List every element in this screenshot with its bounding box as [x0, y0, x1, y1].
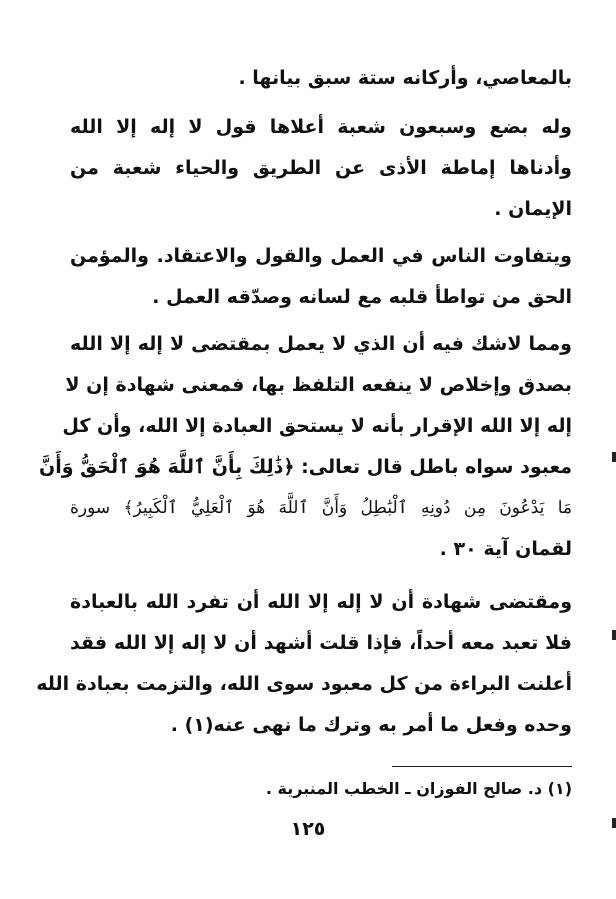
text-line: بصدق وإخلاص لا ينفعه التلفظ بها، فمعنى شهادة إن لا — [65, 374, 572, 396]
footnote: (١) د. صالح الفوزان ـ الخطب المنبرية . — [265, 779, 572, 798]
footnote-divider — [392, 766, 572, 767]
text-line: وأدناها إماطة الأذى عن الطريق والحياء شعبة من — [70, 157, 572, 179]
paragraph-4 — [39, 324, 572, 570]
text-line: الحق من تواطأ قلبه مع لسانه وصدّقه العمل . — [152, 286, 572, 308]
text-line: بالمعاصي، وأركانه ستة سبق بيانها . — [238, 67, 572, 89]
text-line: فلا تعبد معه أحداً، فإذا قلت أشهد أن لا إله إلا الله فقد — [70, 632, 572, 654]
text-line: الإيمان . — [494, 198, 572, 220]
text-line: وله بضع وسبعون شعبة أعلاها قول لا إله إلا الله — [70, 116, 572, 138]
paragraph-2 — [70, 107, 572, 230]
text-line: لقمان آية ٣٠ . — [439, 538, 572, 560]
text-line: ومما لاشك فيه أن الذي لا يعمل بمقتضى لا إله إلا الله — [70, 333, 572, 355]
scan-edge-mark — [612, 630, 616, 640]
paragraph-5 — [36, 582, 572, 746]
scan-edge-mark — [612, 452, 616, 462]
scan-edge-mark — [612, 818, 616, 828]
text-line: أعلنت البراءة من كل معبود سوى الله، والتزمت بعبادة الله — [36, 673, 572, 695]
quran-verse-line: مَا يَدْعُونَ مِن دُونِهِ ٱلْبَٰطِلُ وَأَنَّ ٱللَّهَ هُوَ ٱلْعَلِيُّ ٱلْكَبِيرُ﴾ سورة — [70, 498, 572, 518]
text-line: وحده وفعل ما أمر به وترك ما نهى عنه(١) . — [170, 714, 572, 736]
paragraph-1 — [70, 58, 572, 99]
text-line: إله إلا الله الإقرار بأنه لا يستحق العبادة إلا الله، وأن كل — [62, 415, 572, 437]
page-number: ١٢٥ — [290, 818, 326, 840]
quran-verse-line: معبود سواه باطل قال تعالى: ﴿ذَٰلِكَ بِأَنَّ ٱللَّهَ هُوَ ٱلْحَقُّ وَأَنَّ — [39, 456, 572, 478]
text-line: ويتفاوت الناس في العمل والقول والاعتقاد. والمؤمن — [70, 245, 572, 267]
text-line: ومقتضى شهادة أن لا إله إلا الله أن تفرد الله بالعبادة — [70, 591, 572, 613]
paragraph-3 — [70, 236, 572, 318]
